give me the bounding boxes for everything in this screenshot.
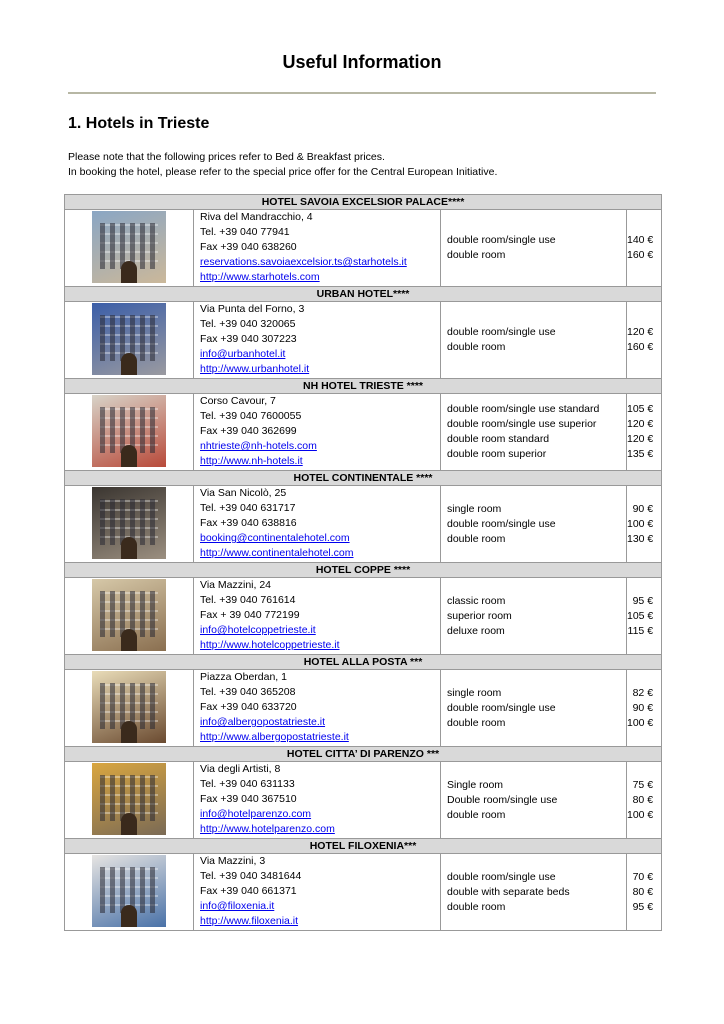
- hotel-header-row: [65, 287, 662, 302]
- hotel-email-link[interactable]: reservations.savoiaexcelsior.ts@starhotels.it: [200, 256, 407, 268]
- hotel-photo-cell: [65, 210, 194, 287]
- hotel-website-link[interactable]: http://www.filoxenia.it: [200, 915, 299, 927]
- hotel-website-link[interactable]: http://www.albergopostatrieste.it: [200, 731, 349, 743]
- hotel-detail-row: [65, 670, 662, 747]
- room-price: 100 €: [627, 808, 654, 821]
- entrance-icon: [121, 905, 137, 927]
- hotel-photo-cell: [65, 302, 194, 379]
- room-price: 100 €: [627, 716, 654, 729]
- entrance-icon: [121, 537, 137, 559]
- room-type: double room/single use: [447, 234, 556, 246]
- hotel-detail-row: [65, 210, 662, 287]
- hotel-photo: [92, 855, 166, 927]
- room-price: 130 €: [627, 532, 654, 545]
- hotel-prices-cell: [627, 210, 662, 287]
- hotel-detail-row: [65, 854, 662, 931]
- hotel-photo-cell: [65, 762, 194, 839]
- room-type: double room/single use: [447, 870, 556, 883]
- hotel-fax: Fax +39 040 307223: [200, 333, 297, 345]
- hotel-room-types-cell: [441, 854, 627, 931]
- entrance-icon: [121, 353, 137, 375]
- hotel-phone: Tel. +39 040 7600055: [200, 410, 302, 422]
- hotel-address: Via degli Artisti, 8: [200, 763, 281, 775]
- room-price: 105 €: [627, 403, 654, 415]
- page-title: Useful Information: [282, 52, 442, 72]
- hotel-fax: Fax +39 040 638816: [200, 517, 297, 529]
- hotel-website-link[interactable]: http://www.starhotels.com: [200, 271, 320, 283]
- hotel-name: NH HOTEL TRIESTE ****: [65, 379, 662, 394]
- hotel-header-row: [65, 379, 662, 394]
- hotel-photo: [92, 579, 166, 651]
- hotel-photo: [92, 763, 166, 835]
- hotel-name: HOTEL CONTINENTALE ****: [65, 471, 662, 486]
- room-type: double room/single use: [447, 701, 556, 714]
- hotel-address: Via San Nicolò, 25: [200, 487, 287, 499]
- intro-line: Please note that the following prices refer to Bed & Breakfast prices.: [68, 151, 385, 163]
- hotel-fax: Fax +39 040 661371: [200, 885, 297, 897]
- intro-text: [68, 150, 497, 180]
- section-heading: 1. Hotels in Trieste: [68, 115, 210, 132]
- room-price: 135 €: [627, 448, 654, 460]
- hotel-contact-cell: [194, 302, 441, 379]
- hotel-room-types-cell: [441, 762, 627, 839]
- hotel-email-link[interactable]: info@urbanhotel.it: [200, 348, 286, 360]
- room-price: 140 €: [627, 234, 654, 246]
- room-price: 95 €: [632, 900, 654, 913]
- hotel-fax: Fax +39 040 362699: [200, 425, 297, 437]
- hotel-address: Corso Cavour, 7: [200, 395, 276, 407]
- hotel-fax: Fax +39 040 638260: [200, 241, 297, 253]
- room-price: 90 €: [632, 701, 654, 714]
- room-price: 95 €: [632, 594, 654, 607]
- title-divider: [68, 92, 656, 94]
- hotel-contact-cell: [194, 486, 441, 563]
- hotel-website-link[interactable]: http://www.continentalehotel.com: [200, 547, 354, 559]
- hotel-email-link[interactable]: info@filoxenia.it: [200, 900, 275, 912]
- room-price: 80 €: [632, 793, 654, 806]
- hotel-phone: Tel. +39 040 631133: [200, 778, 295, 790]
- hotel-photo-cell: [65, 394, 194, 471]
- hotel-name: HOTEL ALLA POSTA ***: [65, 655, 662, 670]
- room-type: double room: [447, 900, 506, 913]
- room-price: 75 €: [632, 778, 654, 791]
- hotel-header-row: [65, 563, 662, 578]
- hotel-detail-row: [65, 394, 662, 471]
- room-price: 80 €: [632, 885, 654, 898]
- hotel-header-row: [65, 655, 662, 670]
- hotel-phone: Tel. +39 040 77941: [200, 226, 290, 238]
- hotel-address: Via Mazzini, 3: [200, 855, 266, 867]
- hotel-address: Riva del Mandracchio, 4: [200, 211, 313, 223]
- hotel-header-row: [65, 839, 662, 854]
- hotel-photo-cell: [65, 486, 194, 563]
- hotel-photo: [92, 211, 166, 283]
- hotel-name: URBAN HOTEL****: [65, 287, 662, 302]
- hotel-photo: [92, 303, 166, 375]
- hotel-prices-cell: [627, 302, 662, 379]
- hotel-detail-row: [65, 302, 662, 379]
- hotel-photo-cell: [65, 854, 194, 931]
- room-price: 82 €: [632, 686, 654, 699]
- hotel-contact-cell: [194, 578, 441, 655]
- hotel-prices-cell: [627, 854, 662, 931]
- room-type: double room/single use: [447, 326, 556, 338]
- room-type: Double room/single use: [447, 793, 558, 806]
- room-price: 90 €: [632, 502, 654, 515]
- room-price: 70 €: [632, 870, 654, 883]
- room-type: single room: [447, 502, 502, 515]
- entrance-icon: [121, 721, 137, 743]
- hotel-detail-row: [65, 762, 662, 839]
- hotel-email-link[interactable]: nhtrieste@nh-hotels.com: [200, 440, 317, 452]
- room-type: superior room: [447, 609, 512, 622]
- hotel-phone: Tel. +39 040 631717: [200, 502, 296, 514]
- hotel-website-link[interactable]: http://www.nh-hotels.it: [200, 455, 303, 467]
- hotel-phone: Tel. +39 040 3481644: [200, 870, 302, 882]
- hotel-room-types-cell: [441, 486, 627, 563]
- room-type: double room: [447, 249, 506, 261]
- room-type: double room standard: [447, 433, 550, 445]
- entrance-icon: [121, 629, 137, 651]
- hotel-prices-cell: [627, 578, 662, 655]
- hotel-room-types-cell: [441, 670, 627, 747]
- hotel-name: HOTEL FILOXENIA***: [65, 839, 662, 854]
- hotel-photo: [92, 487, 166, 559]
- hotel-address: Via Punta del Forno, 3: [200, 303, 305, 315]
- hotel-website-link[interactable]: http://www.urbanhotel.it: [200, 363, 310, 375]
- hotel-contact-cell: [194, 210, 441, 287]
- hotel-header-row: [65, 747, 662, 762]
- room-type: double room: [447, 532, 506, 545]
- hotel-fax: Fax +39 040 633720: [200, 701, 297, 713]
- room-type: deluxe room: [447, 624, 505, 637]
- hotel-photo-cell: [65, 670, 194, 747]
- room-type: double with separate beds: [447, 885, 570, 898]
- hotel-phone: Tel. +39 040 761614: [200, 594, 296, 606]
- hotel-fax: Fax +39 040 367510: [200, 793, 297, 805]
- hotel-contact-cell: [194, 670, 441, 747]
- hotel-photo: [92, 671, 166, 743]
- entrance-icon: [121, 813, 137, 835]
- hotel-website-link[interactable]: http://www.hotelcoppetrieste.it: [200, 639, 340, 651]
- hotel-email-link[interactable]: info@hotelparenzo.com: [200, 808, 312, 820]
- hotel-website-link[interactable]: http://www.hotelparenzo.com: [200, 823, 335, 835]
- hotel-room-types-cell: [441, 578, 627, 655]
- hotel-name: HOTEL COPPE ****: [65, 563, 662, 578]
- hotel-name: HOTEL SAVOIA EXCELSIOR PALACE****: [65, 195, 662, 210]
- hotel-detail-row: [65, 578, 662, 655]
- hotel-prices-cell: [627, 486, 662, 563]
- entrance-icon: [121, 445, 137, 467]
- hotel-prices-cell: [627, 762, 662, 839]
- room-price: 105 €: [627, 609, 654, 622]
- room-price: 120 €: [627, 326, 654, 338]
- hotel-contact-cell: [194, 762, 441, 839]
- hotel-email-link[interactable]: booking@continentalehotel.com: [200, 532, 350, 544]
- room-type: Single room: [447, 778, 504, 791]
- hotel-phone: Tel. +39 040 320065: [200, 318, 296, 330]
- hotel-email-link[interactable]: info@hotelcoppetrieste.it: [200, 624, 316, 636]
- room-type: double room: [447, 808, 506, 821]
- room-type: double room/single use: [447, 517, 556, 530]
- room-type: double room/single use superior: [447, 418, 597, 430]
- hotel-email-link[interactable]: info@albergopostatrieste.it: [200, 716, 326, 728]
- room-price: 100 €: [627, 517, 654, 530]
- hotels-table: [64, 194, 662, 931]
- room-price: 160 €: [627, 341, 654, 353]
- hotel-contact-cell: [194, 394, 441, 471]
- room-type: double room: [447, 341, 506, 353]
- room-type: double room/single use standard: [447, 403, 600, 415]
- hotel-address: Piazza Oberdan, 1: [200, 671, 287, 683]
- hotel-prices-cell: [627, 394, 662, 471]
- hotel-contact-cell: [194, 854, 441, 931]
- hotels-table-body: [65, 195, 662, 931]
- hotel-address: Via Mazzini, 24: [200, 579, 272, 591]
- hotel-photo: [92, 395, 166, 467]
- hotel-phone: Tel. +39 040 365208: [200, 686, 296, 698]
- room-price: 120 €: [627, 418, 654, 430]
- room-price: 160 €: [627, 249, 654, 261]
- hotel-photo-cell: [65, 578, 194, 655]
- hotel-header-row: [65, 195, 662, 210]
- hotel-room-types-cell: [441, 394, 627, 471]
- hotel-detail-row: [65, 486, 662, 563]
- hotel-room-types-cell: [441, 302, 627, 379]
- room-price: 120 €: [627, 433, 654, 445]
- entrance-icon: [121, 261, 137, 283]
- hotel-name: HOTEL CITTA’ DI PARENZO ***: [65, 747, 662, 762]
- hotel-header-row: [65, 471, 662, 486]
- room-price: 115 €: [627, 624, 654, 637]
- room-type: double room: [447, 716, 506, 729]
- hotel-fax: Fax + 39 040 772199: [200, 609, 300, 621]
- room-type: single room: [447, 686, 502, 699]
- hotel-prices-cell: [627, 670, 662, 747]
- intro-line: In booking the hotel, please refer to the special price offer for the Central European Initiative.: [68, 166, 498, 178]
- room-type: classic room: [447, 594, 506, 607]
- room-type: double room superior: [447, 448, 547, 460]
- hotel-room-types-cell: [441, 210, 627, 287]
